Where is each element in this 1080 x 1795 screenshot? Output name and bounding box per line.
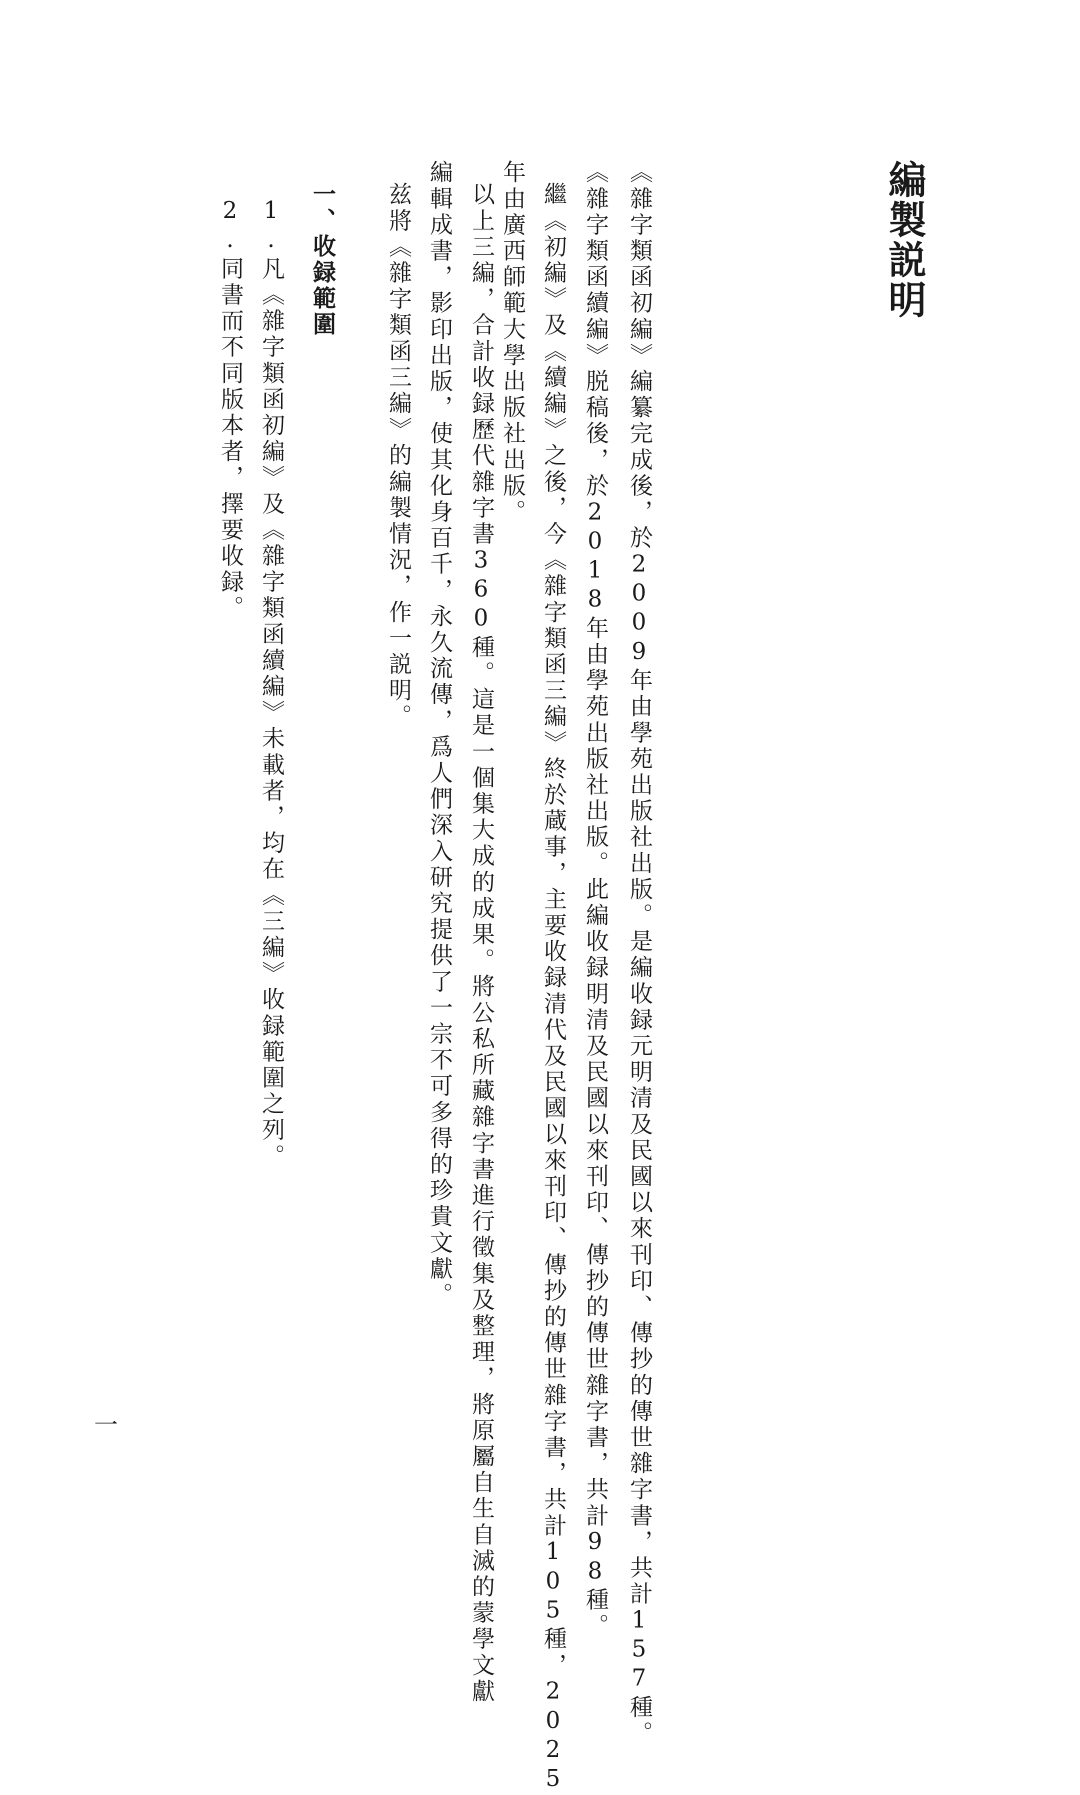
paragraph-3-line-1: 繼《初編》及《續編》之後，今《雜字類函三編》終於蔵事，主要收録清代及民國以來刊印、傳抄的傳世雜字書，共計105種，2025 <box>540 182 566 1795</box>
page-title: 編製説明 <box>882 160 927 320</box>
section-heading: 一、收録範圍 <box>309 182 336 338</box>
paragraph-5-line: 兹將《雜字類函三編》的編製情況，作一説明。 <box>385 182 411 731</box>
section-item-2: 2.同書而不同版本者，擇要收録。 <box>217 198 243 622</box>
paragraph-3-line-2: 年由廣西師範大學出版社出版。 <box>499 160 525 526</box>
paragraph-1-line: 《雜字類函初編》編纂完成後，於2009年由學苑出版社出版。是編收録元明清及民國以來刊印、傳抄的傳世雜字書，共計157種。 <box>626 160 652 1747</box>
paragraph-4-line-2: 編輯成書，影印出版，使其化身百千，永久流傳，爲人們深入研究提供了一宗不可多得的珍貴文獻。 <box>426 160 452 1309</box>
section-item-1: 1.凡《雜字類函初編》及《雜字類函續編》未載者，均在《三編》收録範圍之列。 <box>258 198 284 1170</box>
paragraph-4-line-1: 以上三編，合計收録歷代雜字書360種。這是一個集大成的成果。將公私所藏雜字書進行徵集及整理，將原屬自生自滅的蒙學文獻 <box>468 182 494 1705</box>
page-number: 一 <box>94 1411 118 1439</box>
paragraph-2-line: 《雜字類函續編》脱稿後，於2018年由學苑出版社出版。此編收録明清及民國以來刊印、傳抄的傳世雜字書，共計98種。 <box>582 160 608 1640</box>
